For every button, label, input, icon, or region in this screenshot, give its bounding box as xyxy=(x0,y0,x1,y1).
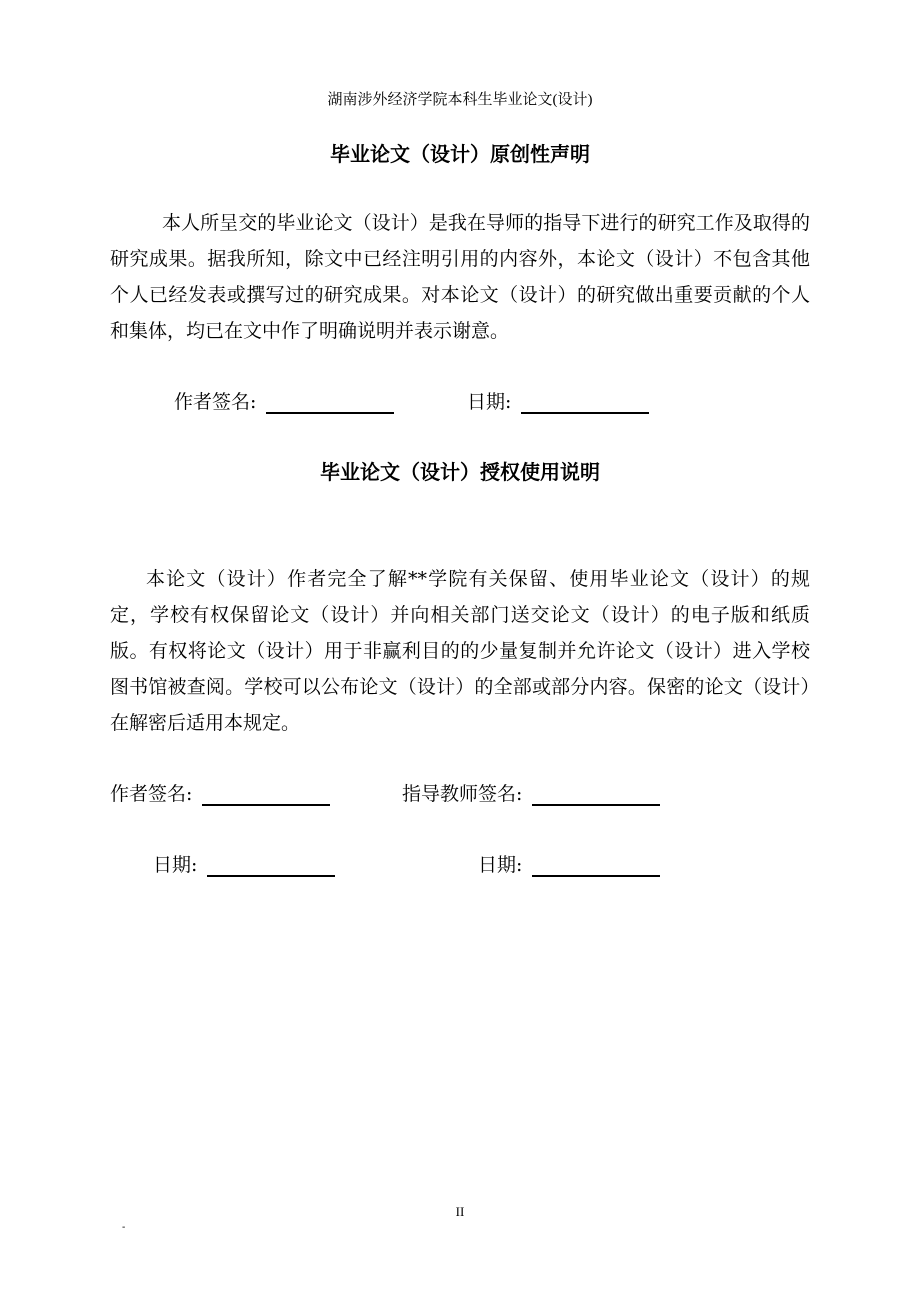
date-label: 日期: xyxy=(153,854,198,876)
originality-title: 毕业论文（设计）原创性声明 xyxy=(330,142,590,166)
page-number: II xyxy=(455,1204,465,1219)
date-label: 日期: xyxy=(478,854,523,876)
date-line xyxy=(207,853,335,877)
footer-mark: - xyxy=(122,1222,126,1233)
author-sign-label: 作者签名: xyxy=(174,391,257,413)
date-line xyxy=(521,390,649,414)
date-line xyxy=(532,853,660,877)
originality-date xyxy=(467,387,649,414)
page-header: 湖南涉外经济学院本科生毕业论文(设计) xyxy=(327,92,593,108)
author-sign-label: 作者签名: xyxy=(110,783,193,805)
authorization-paragraph: 本论文（设计）作者完全了解**学院有关保留、使用毕业论文（设计）的规定，学校有权保留论文（设计）并向相关部门送交论文（设计）的电子版和纸质版。有权将论文（设计）用于非赢利目的的少量复制并允许论文（设计）进入学校图书馆被查阅。学校可以公布论文（设计）的全部或部分内容。保密的论文（设计）在解密后适用本规定。 xyxy=(110,568,810,734)
authorization-date-1 xyxy=(153,850,335,877)
originality-paragraph: 本人所呈交的毕业论文（设计）是我在导师的指导下进行的研究工作及取得的研究成果。据我所知，除文中已经注明引用的内容外，本论文（设计）不包含其他个人已经发表或撰写过的研究成果。对本论文（设计）的研究做出重要贡献的个人和集体，均已在文中作了明确说明并表示谢意。 xyxy=(110,212,810,342)
advisor-signature xyxy=(402,779,660,806)
advisor-sign-line xyxy=(532,782,660,806)
authorization-title: 毕业论文（设计）授权使用说明 xyxy=(320,460,600,484)
originality-author-signature xyxy=(174,387,394,414)
authorization-author-signature xyxy=(110,779,330,806)
author-sign-line xyxy=(202,782,330,806)
author-sign-line xyxy=(266,390,394,414)
date-label: 日期: xyxy=(467,391,512,413)
advisor-sign-label: 指导教师签名: xyxy=(402,783,523,805)
authorization-date-2 xyxy=(478,850,660,877)
